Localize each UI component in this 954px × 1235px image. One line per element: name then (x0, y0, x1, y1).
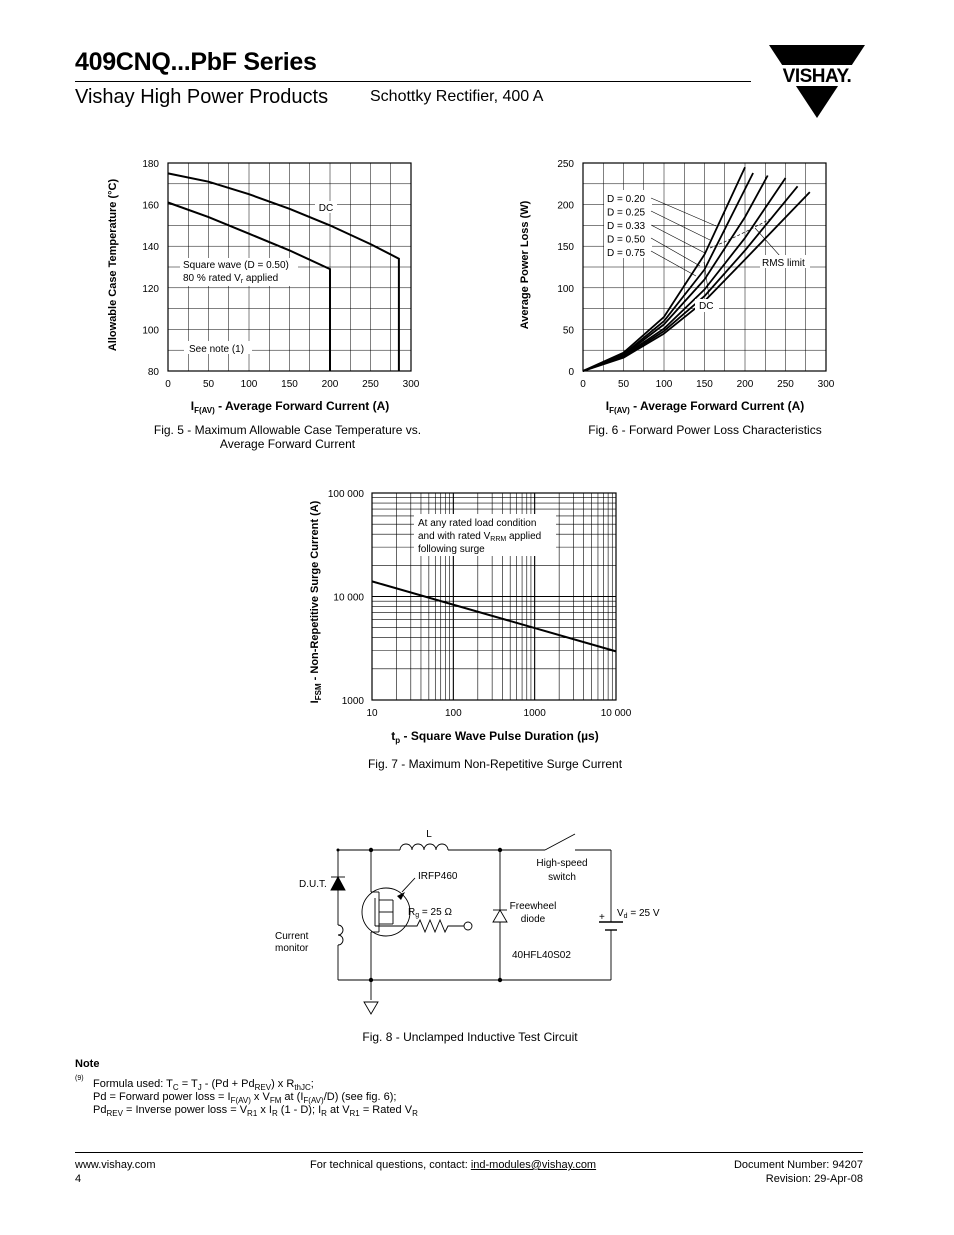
fig7-xlabel: $t_p$ - Square Wave Pulse Duration (µs) (391, 729, 599, 745)
f6-ytick: 250 (557, 159, 574, 170)
fig5-chart (100, 150, 440, 420)
footer-website[interactable]: www.vishay.com (75, 1159, 156, 1171)
f6-ytick: 0 (568, 367, 574, 378)
fig7-chart (300, 480, 650, 750)
f5-ytick: 180 (142, 159, 159, 170)
fig5-dc-label: DC (318, 203, 334, 214)
label-irfp: IRFP460 (418, 871, 458, 882)
f6-xtick: 50 (617, 379, 630, 390)
fig7-annotation-2: and with rated $V_{RRM}$ applied (418, 531, 542, 543)
fig7-xtick: 10 000 (600, 708, 632, 719)
label-freewheel-2: diode (520, 914, 546, 925)
fig6-caption: Fig. 6 - Forward Power Loss Characteristics (588, 423, 822, 437)
fig7-xtick: 1000 (523, 708, 546, 719)
header-rule (75, 81, 751, 82)
note-marker: (9) (75, 1075, 84, 1082)
page-subtitle: Vishay High Power Products (75, 86, 329, 108)
fig8-circuit (265, 820, 685, 1025)
fig6-chart (510, 150, 850, 420)
freewheel-diode-icon (493, 910, 507, 922)
fig6-duty-label: D = 0.25 (607, 207, 646, 219)
fig5-xlabel: $I_{F(AV)}$ - Average Forward Current (A) (190, 399, 390, 415)
f5-xtick: 250 (362, 379, 379, 390)
fig7-caption: Fig. 7 - Maximum Non-Repetitive Surge Current (367, 757, 623, 771)
f5-xtick: 300 (402, 379, 420, 390)
f5-xtick: 100 (240, 379, 258, 390)
page-title: 409CNQ...PbF Series (75, 48, 317, 76)
fig7-xtick: 10 (366, 708, 378, 719)
fig6-ylabel: Average Power Loss (W) (519, 200, 531, 330)
footer-revision: Revision: 29-Apr-08 (765, 1173, 863, 1185)
f5-xtick: 50 (202, 379, 215, 390)
f6-xtick: 250 (777, 379, 794, 390)
f5-xtick: 150 (281, 379, 298, 390)
f5-ytick: 100 (142, 325, 159, 337)
f6-xtick: 300 (817, 379, 835, 390)
fig7-xtick: 100 (444, 708, 462, 719)
fig7-ytick: 100 000 (327, 489, 364, 500)
fig7-ytick: 1000 (341, 696, 364, 707)
f5-xtick: 0 (165, 379, 171, 390)
f6-xtick: 100 (655, 379, 673, 390)
f6-xtick: 0 (580, 379, 586, 390)
label-plus: + (599, 912, 605, 923)
note-line-1: Formula used: $T_C = T_J - (Pd + Pd_{REV})$ x $R_{thJC}$; (93, 1078, 314, 1093)
fig6-duty-label: D = 0.75 (607, 248, 646, 259)
f6-ytick: 200 (557, 200, 574, 212)
fig7-annotation-3: following surge (418, 544, 485, 555)
f6-ytick: 100 (557, 283, 574, 295)
label-inductor: L (426, 829, 432, 840)
footer-rule (75, 1152, 863, 1153)
label-switch-1: High-speed (536, 858, 588, 869)
note-line-3: $Pd_{REV}$ = Inverse power loss = $V_{R1}$ x $I_R$ (1 - D); $I_R$ at $V_{R1}$ = Rated $V_R$ (93, 1104, 418, 1119)
f6-xtick: 200 (736, 379, 754, 390)
label-dut: D.U.T. (299, 879, 327, 890)
logo-text: VISHAY. (782, 66, 852, 87)
fig6-xlabel: $I_{F(AV)}$ - Average Forward Current (A) (605, 399, 805, 415)
f5-ytick: 140 (142, 242, 159, 254)
switch-icon (545, 834, 575, 850)
fig5-caption: Fig. 5 - Maximum Allowable Case Temperature vs. Average Forward Current (153, 423, 422, 451)
footer-page-number: 4 (75, 1173, 82, 1185)
ground-icon (364, 1002, 378, 1014)
f5-ytick: 120 (142, 283, 159, 295)
note-line-2: Pd = Forward power loss = $I_{F(AV)}$ x $V_{FM}$ at $(I_{F(AV)}/D)$ (see fig. 6); (93, 1091, 397, 1106)
label-monitor: monitor (275, 943, 309, 954)
fig7-annotation-1: At any rated load condition (418, 518, 537, 529)
label-switch-2: switch (548, 872, 576, 883)
label-part: 40HFL40S02 (512, 950, 571, 961)
fig5-ylabel: Allowable Case Temperature (°C) (107, 178, 119, 352)
footer-doc-number: Document Number: 94207 (733, 1159, 863, 1171)
label-vd: $V_d = 25$ V (617, 908, 660, 920)
fig5-note: See note (1) (189, 344, 245, 355)
vishay-logo (768, 44, 866, 120)
f5-ytick: 80 (147, 367, 159, 378)
f5-xtick: 200 (321, 379, 339, 390)
footer-contact: For technical questions, contact: ind-modules@vishay.com (310, 1159, 597, 1171)
f6-ytick: 150 (557, 242, 574, 254)
fig6-duty-label: D = 0.20 (607, 194, 646, 205)
fig7-ytick: 10 000 (333, 592, 364, 604)
fig7-ylabel: $I_{FSM}$ - Non-Repetitive Surge Current (A) (309, 500, 323, 704)
fig8-caption: Fig. 8 - Unclamped Inductive Test Circuit (362, 1030, 578, 1044)
current-monitor-icon (338, 925, 343, 945)
fig6-duty-label: D = 0.33 (607, 221, 646, 232)
fig5-annotation-1: Square wave (D = 0.50) (183, 260, 289, 271)
label-rg: $R_g = 25$ Ω (408, 907, 452, 919)
footer-email-link[interactable]: ind-modules@vishay.com (470, 1159, 597, 1171)
f6-ytick: 50 (562, 325, 574, 337)
fig6-rms-label: RMS limit (762, 258, 805, 269)
note-title: Note (75, 1058, 100, 1070)
product-name: Schottky Rectifier, 400 A (370, 88, 544, 105)
fig6-dc-label: DC (699, 301, 714, 312)
dut-diode-icon (331, 877, 345, 890)
fig7-surge-curve (372, 581, 616, 651)
fig6-duty-label: D = 0.50 (607, 234, 646, 246)
f6-xtick: 150 (696, 379, 713, 390)
label-current: Current (275, 931, 309, 942)
inductor-icon (400, 844, 448, 850)
f5-ytick: 160 (142, 200, 159, 212)
gate-resistor-icon (411, 920, 464, 932)
fig5-annotation-2: 80 % rated $V_r$ applied (183, 273, 279, 285)
label-freewheel-1: Freewheel (509, 901, 557, 912)
